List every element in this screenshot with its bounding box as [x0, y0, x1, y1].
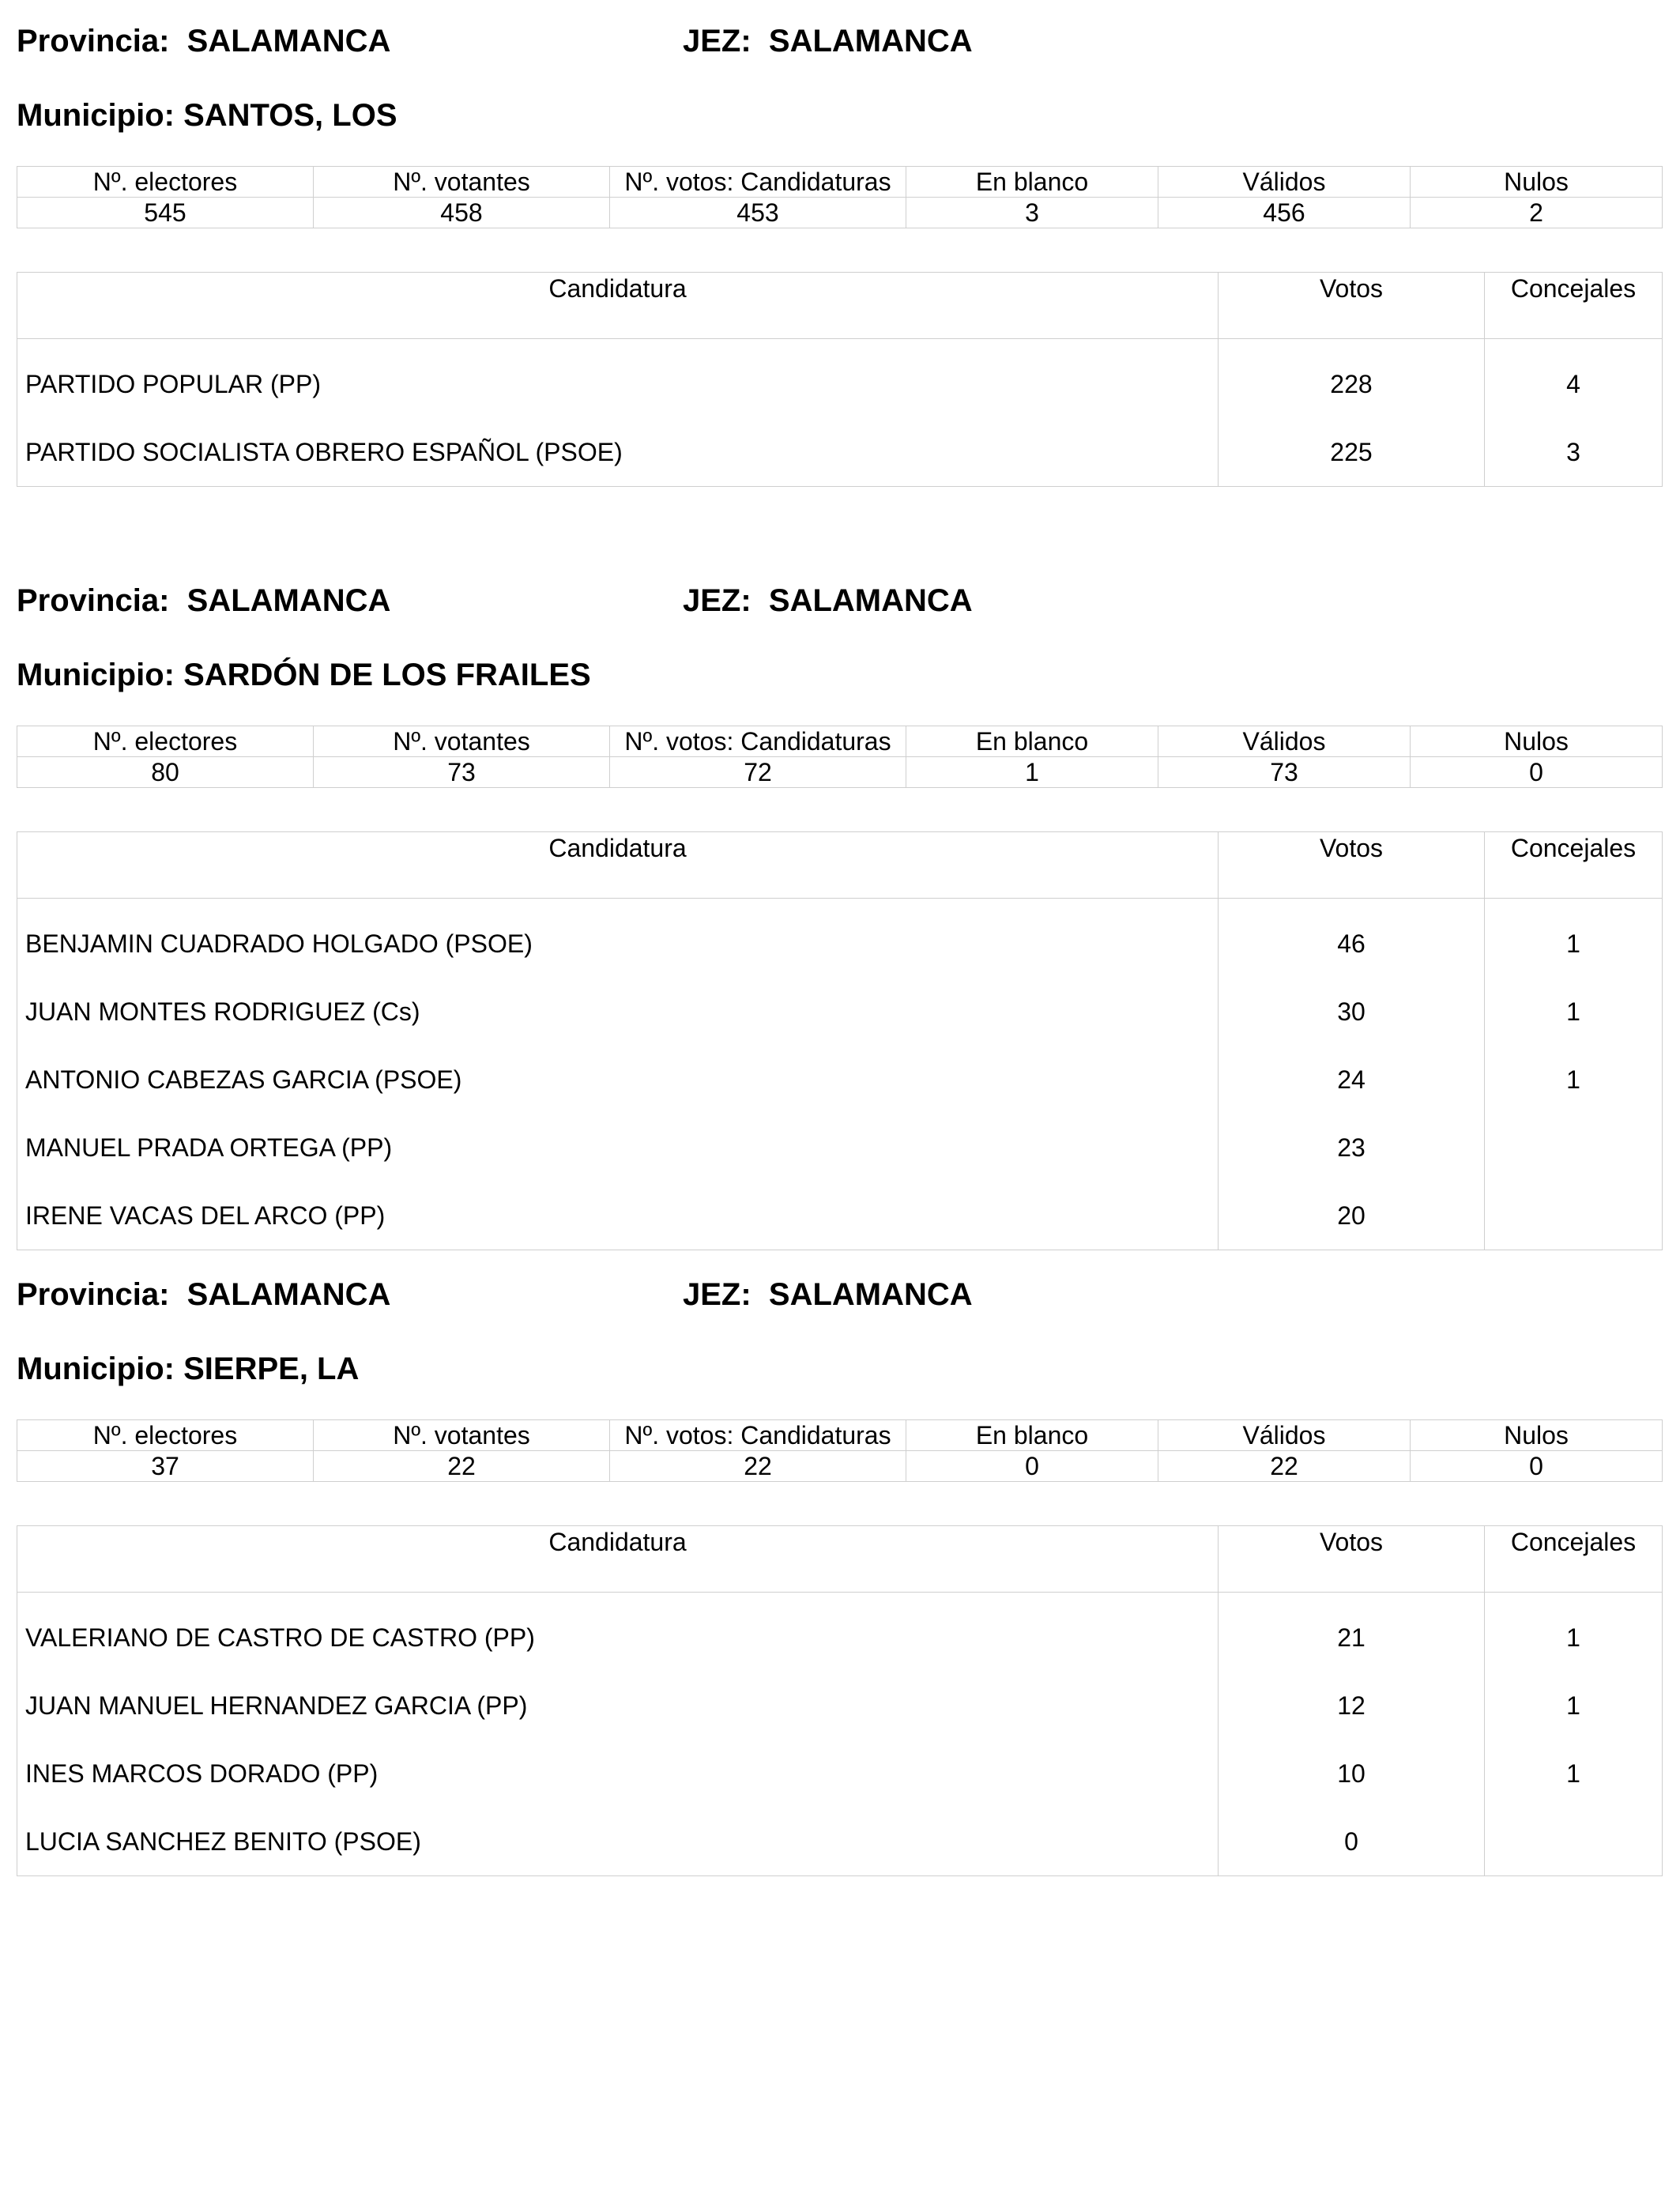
stats-header-electores: Nº. electores — [17, 726, 314, 757]
stats-value-votos-candidaturas: 72 — [610, 757, 906, 788]
stats-header-votos-candidaturas: Nº. votos: Candidaturas — [610, 1420, 906, 1451]
stats-value-votos-candidaturas: 453 — [610, 198, 906, 228]
candidate-name: LUCIA SANCHEZ BENITO (PSOE) — [17, 1808, 1219, 1876]
stats-value-electores: 37 — [17, 1451, 314, 1482]
header-candidatura: Candidatura — [17, 832, 1219, 899]
provincia-value: SALAMANCA — [186, 1277, 391, 1312]
stats-header-votantes: Nº. votantes — [314, 726, 610, 757]
stats-value-nulos: 0 — [1411, 757, 1663, 788]
stats-value-en-blanco: 0 — [906, 1451, 1158, 1482]
provincia-value: SALAMANCA — [186, 24, 391, 58]
candidate-name: JUAN MANUEL HERNANDEZ GARCIA (PP) — [17, 1672, 1219, 1740]
provincia-label: Provincia: — [17, 1277, 170, 1312]
candidate-votos: 228 — [1219, 339, 1485, 419]
candidate-concejales: 1 — [1485, 978, 1663, 1046]
stats-value-en-blanco: 3 — [906, 198, 1158, 228]
municipio-title — [17, 1351, 359, 1387]
stats-value-validos: 456 — [1158, 198, 1411, 228]
candidate-concejales: 3 — [1485, 418, 1663, 487]
candidaturas-header-row — [17, 832, 1663, 899]
stats-header-votos-candidaturas: Nº. votos: Candidaturas — [610, 726, 906, 757]
municipio-label: Municipio: — [17, 1351, 175, 1386]
jez-label: JEZ: — [683, 583, 751, 618]
stats-header-row — [17, 167, 1663, 198]
candidate-votos: 10 — [1219, 1740, 1485, 1808]
candidaturas-header-row — [17, 273, 1663, 339]
candidaturas-table — [17, 272, 1663, 487]
stats-header-row — [17, 1420, 1663, 1451]
candidate-name: PARTIDO SOCIALISTA OBRERO ESPAÑOL (PSOE) — [17, 418, 1219, 487]
candidate-name: IRENE VACAS DEL ARCO (PP) — [17, 1182, 1219, 1250]
municipio-label: Municipio: — [17, 658, 175, 692]
provincia-line — [17, 1277, 973, 1313]
candidate-name: JUAN MONTES RODRIGUEZ (Cs) — [17, 978, 1219, 1046]
municipio-title — [17, 658, 591, 693]
candidate-votos: 225 — [1219, 418, 1485, 487]
header-concejales: Concejales — [1485, 832, 1663, 899]
stats-value-row — [17, 1451, 1663, 1482]
header-candidatura: Candidatura — [17, 1526, 1219, 1593]
stats-value-row — [17, 757, 1663, 788]
candidate-concejales: 4 — [1485, 339, 1663, 419]
jez-line — [683, 1277, 973, 1313]
candidate-row — [17, 1808, 1663, 1876]
provincia-line — [17, 24, 973, 59]
candidate-name: BENJAMIN CUADRADO HOLGADO (PSOE) — [17, 899, 1219, 978]
candidate-row — [17, 1182, 1663, 1250]
jez-line — [683, 24, 973, 59]
jez-line — [683, 583, 973, 619]
stats-value-votos-candidaturas: 22 — [610, 1451, 906, 1482]
stats-value-nulos: 0 — [1411, 1451, 1663, 1482]
municipio-value: SARDÓN DE LOS FRAILES — [183, 658, 591, 692]
candidaturas-header-row — [17, 1526, 1663, 1593]
header-concejales: Concejales — [1485, 1526, 1663, 1593]
candidate-name: ANTONIO CABEZAS GARCIA (PSOE) — [17, 1046, 1219, 1114]
municipio-title — [17, 98, 397, 134]
stats-value-votantes: 22 — [314, 1451, 610, 1482]
jez-value: SALAMANCA — [768, 1277, 973, 1312]
candidate-row — [17, 899, 1663, 978]
candidate-name: PARTIDO POPULAR (PP) — [17, 339, 1219, 419]
candidate-concejales — [1485, 1182, 1663, 1250]
municipio-value: SANTOS, LOS — [183, 98, 397, 133]
header-votos: Votos — [1219, 1526, 1485, 1593]
provincia-value: SALAMANCA — [186, 583, 391, 618]
candidate-concejales — [1485, 1114, 1663, 1182]
candidate-votos: 21 — [1219, 1593, 1485, 1672]
candidate-votos: 20 — [1219, 1182, 1485, 1250]
candidate-row — [17, 1593, 1663, 1672]
jez-label: JEZ: — [683, 24, 751, 58]
stats-value-row — [17, 198, 1663, 228]
stats-value-electores: 545 — [17, 198, 314, 228]
stats-header-validos: Válidos — [1158, 1420, 1411, 1451]
stats-value-nulos: 2 — [1411, 198, 1663, 228]
candidaturas-table — [17, 831, 1663, 1250]
candidate-votos: 24 — [1219, 1046, 1485, 1114]
provincia-label: Provincia: — [17, 24, 170, 58]
stats-table — [17, 166, 1663, 228]
candidate-row — [17, 1672, 1663, 1740]
stats-table — [17, 726, 1663, 788]
stats-header-votantes: Nº. votantes — [314, 167, 610, 198]
candidate-row — [17, 978, 1663, 1046]
candidate-row — [17, 418, 1663, 487]
jez-label: JEZ: — [683, 1277, 751, 1312]
stats-header-en-blanco: En blanco — [906, 726, 1158, 757]
candidate-row — [17, 1740, 1663, 1808]
candidate-name: MANUEL PRADA ORTEGA (PP) — [17, 1114, 1219, 1182]
candidate-concejales: 1 — [1485, 1740, 1663, 1808]
candidate-concejales — [1485, 1808, 1663, 1876]
stats-header-votantes: Nº. votantes — [314, 1420, 610, 1451]
header-concejales: Concejales — [1485, 273, 1663, 339]
candidate-row — [17, 1114, 1663, 1182]
provincia-line — [17, 583, 973, 619]
stats-header-electores: Nº. electores — [17, 167, 314, 198]
stats-value-electores: 80 — [17, 757, 314, 788]
candidate-name: VALERIANO DE CASTRO DE CASTRO (PP) — [17, 1593, 1219, 1672]
stats-value-validos: 73 — [1158, 757, 1411, 788]
jez-value: SALAMANCA — [768, 583, 973, 618]
candidate-votos: 23 — [1219, 1114, 1485, 1182]
header-votos: Votos — [1219, 273, 1485, 339]
stats-value-validos: 22 — [1158, 1451, 1411, 1482]
candidate-concejales: 1 — [1485, 899, 1663, 978]
candidate-concejales: 1 — [1485, 1046, 1663, 1114]
candidaturas-table — [17, 1525, 1663, 1876]
stats-header-en-blanco: En blanco — [906, 1420, 1158, 1451]
stats-header-row — [17, 726, 1663, 757]
stats-value-votantes: 458 — [314, 198, 610, 228]
header-votos: Votos — [1219, 832, 1485, 899]
stats-header-electores: Nº. electores — [17, 1420, 314, 1451]
candidate-votos: 0 — [1219, 1808, 1485, 1876]
jez-value: SALAMANCA — [768, 24, 973, 58]
stats-header-votos-candidaturas: Nº. votos: Candidaturas — [610, 167, 906, 198]
stats-header-nulos: Nulos — [1411, 1420, 1663, 1451]
municipio-label: Municipio: — [17, 98, 175, 133]
candidate-row — [17, 1046, 1663, 1114]
candidate-votos: 46 — [1219, 899, 1485, 978]
stats-value-en-blanco: 1 — [906, 757, 1158, 788]
candidate-row — [17, 339, 1663, 419]
candidate-name: INES MARCOS DORADO (PP) — [17, 1740, 1219, 1808]
candidate-concejales: 1 — [1485, 1672, 1663, 1740]
candidate-votos: 12 — [1219, 1672, 1485, 1740]
stats-table — [17, 1419, 1663, 1482]
candidate-concejales: 1 — [1485, 1593, 1663, 1672]
header-candidatura: Candidatura — [17, 273, 1219, 339]
candidate-votos: 30 — [1219, 978, 1485, 1046]
provincia-label: Provincia: — [17, 583, 170, 618]
municipio-value: SIERPE, LA — [183, 1351, 360, 1386]
stats-value-votantes: 73 — [314, 757, 610, 788]
stats-header-nulos: Nulos — [1411, 167, 1663, 198]
stats-header-nulos: Nulos — [1411, 726, 1663, 757]
stats-header-validos: Válidos — [1158, 726, 1411, 757]
stats-header-validos: Válidos — [1158, 167, 1411, 198]
stats-header-en-blanco: En blanco — [906, 167, 1158, 198]
